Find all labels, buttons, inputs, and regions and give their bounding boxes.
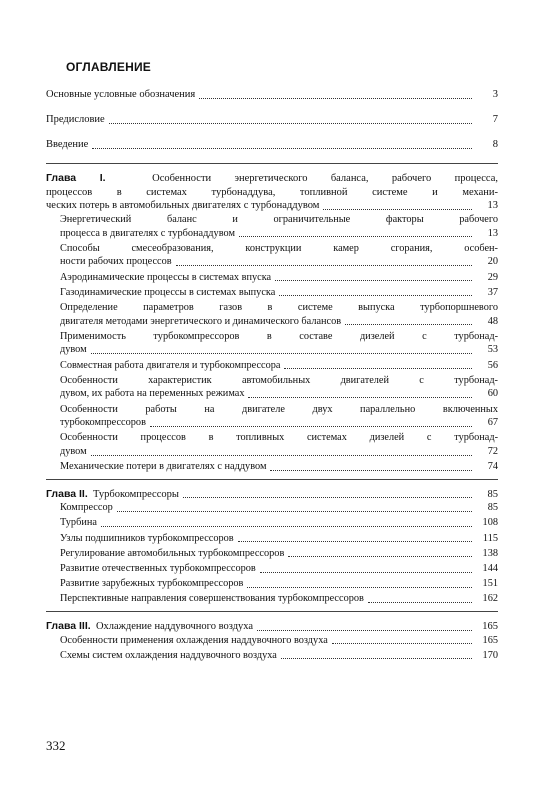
toc-subentry-title: Совместная работа двигателя и турбокомпрессора [60,359,281,371]
leader-dots [323,209,472,210]
toc-subentry-title: дувом, их работа на переменных режимах [60,388,245,400]
toc-entry-page: 85 [487,488,498,500]
leader-dots [92,148,472,149]
toc-entry-title: Основные условные обозначения [46,89,196,100]
toc-subentry[interactable] [46,301,498,328]
toc-subentry-title: двигателя методами энергетического и динамического балансов [60,315,342,327]
toc-entry-page: 29 [487,271,498,283]
divider [46,163,498,164]
toc-subentry-title: Турбина [60,517,97,529]
chapter-1-title-entry[interactable] [46,172,498,213]
toc-subentry-title: дувом [60,445,87,457]
leader-dots [91,353,472,354]
chapter-label: Глава II. [46,487,88,500]
toc-entry-page: 151 [482,578,498,590]
toc-entry-page: 53 [487,344,498,356]
chapter-title-text: ческих потерь в автомобильных двигателях с турбонаддувом [46,200,320,212]
toc-subentry-title: Механические потери в двигателях с наддувом [60,461,267,473]
chapter-1-title-line: процессов в системах турбонаддува, топливной системе и механи- [46,186,498,198]
table-of-contents [46,88,498,664]
toc-subentry-title: Газодинамические процессы в системах выпуска [60,286,276,298]
leader-dots [91,455,472,456]
toc-entry-introduction[interactable] [46,138,498,152]
toc-subentry[interactable] [46,460,498,474]
toc-subentry-line: Применимость турбокомпрессоров в составе дизелей с турбонад- [60,330,498,342]
leader-dots [279,295,472,296]
toc-subentry-line: Особенности характеристик автомобильных двигателей с турбонад- [60,374,498,386]
chapter-2-title-entry[interactable] [46,488,498,502]
leader-dots [281,658,472,659]
chapter-label: Глава I. [46,172,106,185]
toc-entry-page: 144 [482,563,498,575]
toc-subentry-title: Развитие зарубежных турбокомпрессоров [60,578,244,590]
toc-entry-page: 165 [482,621,498,632]
page-number: 332 [46,738,66,753]
toc-subentry[interactable] [46,592,498,606]
toc-entry-page: 8 [492,139,498,151]
toc-subentry-title: Схемы систем охлаждения наддувочного воздуха [60,649,277,661]
toc-subentry-line: Особенности работы на двигателе двух параллельно включенных [60,403,498,415]
chapter-3 [46,620,498,662]
chapter-title-text: Турбокомпрессоры [93,488,179,500]
leader-dots [332,643,472,644]
toc-subentry[interactable] [46,431,498,458]
leader-dots [284,368,472,369]
toc-entry-page: 138 [482,547,498,559]
toc-subentry-title: Аэродинамические процессы в системах впуска [60,271,272,283]
toc-subentry-title: Компрессор [60,502,113,514]
toc-subentry[interactable] [46,286,498,300]
toc-subentry[interactable] [46,501,498,515]
chapter-title-text: Особенности энергетического баланса, рабочего процесса, [152,173,498,185]
toc-subentry[interactable] [46,213,498,240]
toc-subentry-line: Определение параметров газов в системе выпуска турбопоршневого [60,302,498,313]
toc-subentry-title: ности рабочих процессов [60,256,172,268]
toc-subentry[interactable] [46,532,498,546]
leader-dots [150,426,472,427]
chapter-label: Глава III. [46,620,91,632]
leader-dots [117,511,472,512]
toc-entry-title: Предисловие [46,114,105,126]
leader-dots [270,470,472,471]
toc-entry-title: Введение [46,139,89,151]
toc-subentry[interactable] [46,374,498,401]
toc-subentry-title: Перспективные направления совершенствования турбокомпрессоров [60,593,364,605]
leader-dots [257,630,472,631]
toc-entry-page: 13 [487,200,498,212]
toc-subentry-line: Энергетический баланс и ограничительные факторы рабочего [60,214,498,226]
toc-heading: ОГЛАВЛЕНИЕ [66,60,152,74]
toc-entry-page: 170 [482,649,498,661]
toc-subentry-title: Особенности применения охлаждения наддувочного воздуха [60,634,328,646]
toc-entry-page: 72 [487,445,498,457]
leader-dots [238,541,472,542]
leader-dots [368,602,472,603]
chapter-title-text: Охлаждение наддувочного воздуха [95,621,254,632]
leader-dots [345,324,472,325]
leader-dots [239,236,472,237]
toc-subentry-line: Способы смесеобразования, конструкции камер сгорания, особен- [60,242,498,254]
toc-subentry[interactable] [46,242,498,269]
toc-entry-page: 37 [487,286,498,298]
leader-dots [288,556,472,557]
toc-subentry[interactable] [46,547,498,561]
toc-entry-page: 108 [482,517,498,529]
leader-dots [199,98,472,99]
toc-subentry[interactable] [46,403,498,430]
toc-entry-page: 56 [487,359,498,371]
toc-subentry[interactable] [46,649,498,663]
toc-subentry-title: дувом [60,344,87,356]
toc-subentry-title: Узлы подшипников турбокомпрессоров [60,532,234,544]
toc-subentry-line: Особенности процессов в топливных системах дизелей с турбонад- [60,432,498,444]
toc-subentry[interactable] [46,562,498,576]
leader-dots [109,123,472,124]
chapter-2 [46,488,498,606]
toc-entry-page: 13 [487,227,498,239]
leader-dots [260,572,472,573]
leader-dots [183,497,472,498]
leader-dots [176,265,472,266]
toc-entry-preface[interactable] [46,113,498,127]
divider [46,611,498,612]
toc-entry-page: 67 [487,417,498,429]
toc-subentry-title: Регулирование автомобильных турбокомпрессоров [60,547,285,559]
leader-dots [247,587,472,588]
toc-subentry-title: турбокомпрессоров [60,417,146,429]
toc-entry-symbols[interactable] [46,88,498,102]
toc-entry-page: 7 [492,114,498,126]
toc-entry-page: 74 [487,461,498,473]
toc-entry-page: 20 [487,256,498,268]
toc-entry-page: 60 [487,388,498,400]
leader-dots [275,280,472,281]
leader-dots [248,397,472,398]
chapter-1-title-line [46,172,498,186]
toc-entry-page: 85 [487,502,498,514]
divider [46,479,498,480]
leader-dots [101,526,472,527]
toc-entry-page: 48 [487,315,498,327]
chapter-1 [46,172,498,473]
toc-subentry[interactable] [46,271,498,285]
toc-subentry-title: Развитие отечественных турбокомпрессоров [60,563,256,575]
toc-subentry-title: процесса в двигателях с турбонаддувом [60,227,235,239]
toc-subentry[interactable] [46,359,498,373]
toc-subentry[interactable] [46,577,498,591]
toc-subentry[interactable] [46,516,498,530]
toc-entry-page: 115 [482,532,498,544]
toc-entry-page: 162 [482,593,498,605]
toc-subentry[interactable] [46,634,498,648]
chapter-3-title-entry[interactable] [46,620,498,634]
toc-subentry[interactable] [46,330,498,357]
toc-entry-page: 3 [492,89,498,100]
toc-entry-page: 165 [482,634,498,646]
